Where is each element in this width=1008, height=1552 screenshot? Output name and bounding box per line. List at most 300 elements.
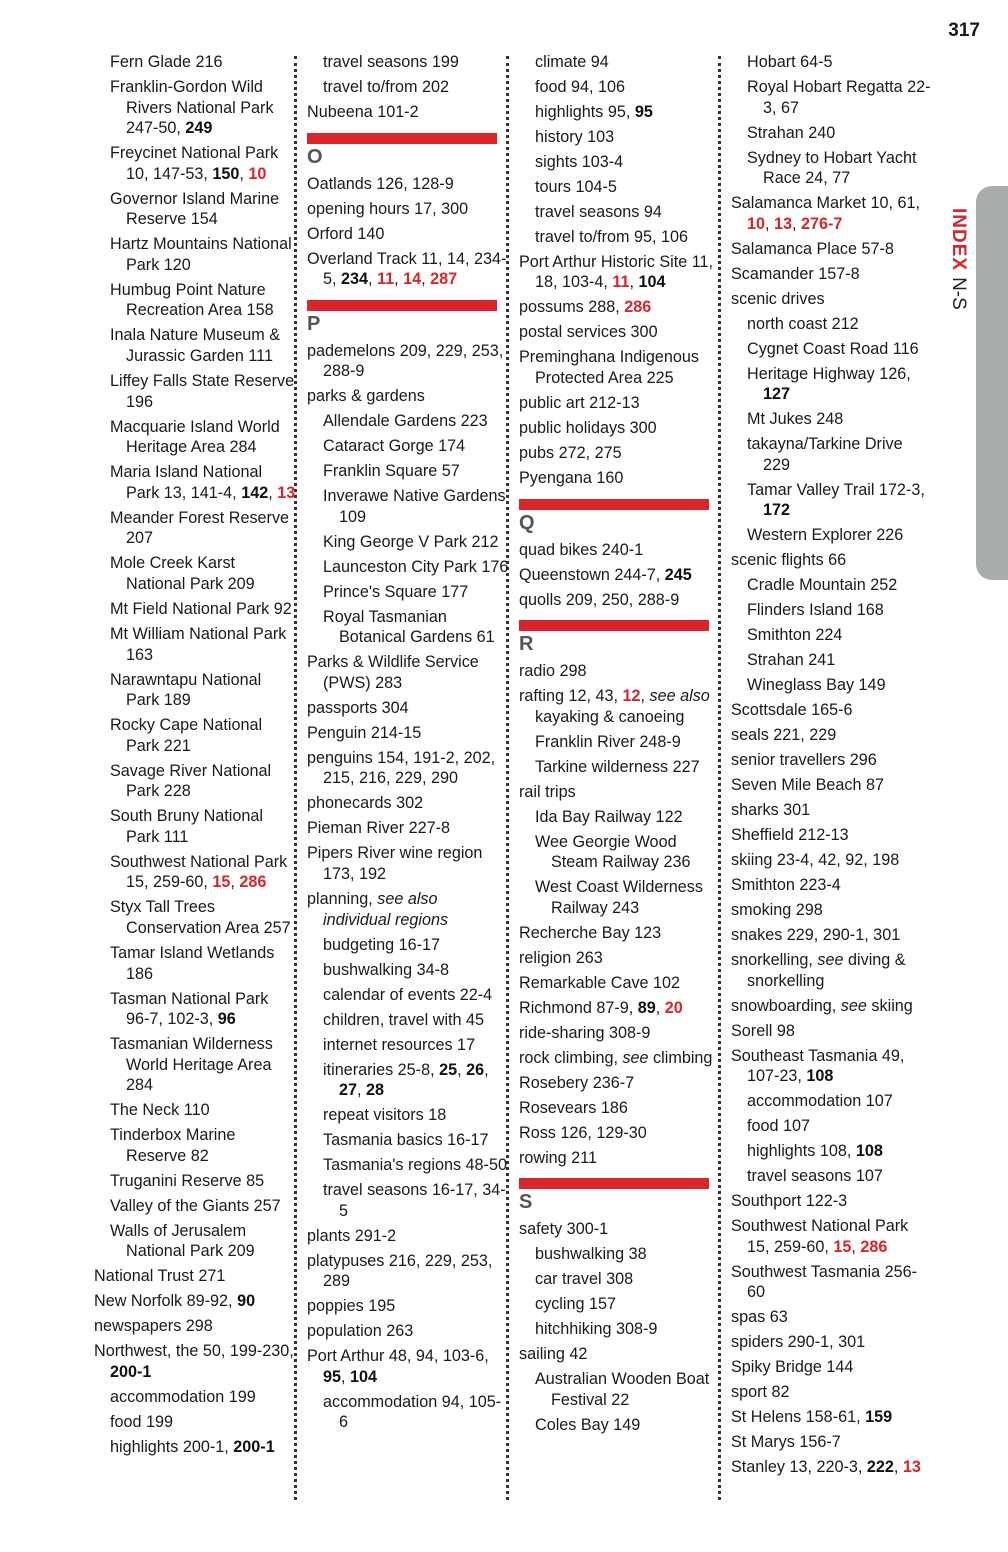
index-subentry [323,1060,509,1101]
page-reference: 249 [185,119,213,138]
page-reference: 234 [341,270,369,289]
index-entry [94,1291,296,1312]
entry-text: climate 94 [535,53,609,71]
page-reference: 13 [902,1458,921,1477]
letter-section-label: P [307,312,321,335]
entry-text: , [421,270,431,289]
entry-text: religion 263 [519,948,603,967]
entry-text: Rosevears 186 [519,1098,628,1117]
index-subentry [110,989,296,1030]
index-entry [519,1048,721,1069]
entry-text: Penguin 214-15 [307,723,422,742]
entry-text: sights 103-4 [535,152,624,171]
page-reference: 286 [860,1237,888,1256]
index-subentry [110,1221,296,1262]
index-entry [731,264,933,285]
index-entry [731,1021,933,1042]
index-subentry [110,417,296,458]
entry-text: itineraries 25-8, [323,1060,440,1079]
index-subentry [535,757,721,778]
entry-text: Valley of the Giants 257 [110,1196,281,1215]
index-subentry [323,52,509,73]
index-subentry [747,1116,933,1137]
index-entry [731,775,933,796]
entry-text: Governor Island Marine Reserve 154 [110,189,280,229]
index-subentry [110,234,296,275]
letter-section-bar [519,499,709,510]
index-entry [519,1023,721,1044]
index-side-tab [976,186,1008,580]
entry-text: travel seasons 199 [323,53,459,71]
index-subentry [747,364,933,405]
index-entry [731,725,933,746]
entry-text: see also individual regions [323,890,449,929]
entry-text: travel seasons 94 [535,202,662,221]
entry-text: children, travel with 45 [323,1010,485,1029]
index-entry [519,923,721,944]
entry-text: , [893,1458,903,1477]
page-reference: 95 [323,1367,342,1386]
index-subentry [747,148,933,189]
index-entry [731,1457,933,1478]
index-entry [94,1266,296,1287]
entry-text: calendar of events 22-4 [323,985,493,1004]
entry-text: Prince's Square 177 [323,582,469,601]
index-entry [307,102,509,123]
index-entry [731,1332,933,1353]
index-subentry [747,52,933,73]
entry-text: Heritage Highway 126, [747,364,911,383]
entry-text: Rosebery 236-7 [519,1073,635,1092]
entry-text: Orford 140 [307,224,385,243]
entry-text: Mt Field National Park 92 [110,599,292,618]
entry-text: parks & gardens [307,387,425,406]
entry-text: Humbug Point Nature Recreation Area 158 [110,280,274,320]
entry-text: penguins 154, 191-2, 202, 215, 216, 229, 290 [307,748,496,788]
index-subentry [110,77,296,139]
index-entry [519,661,721,682]
entry-text: repeat visitors 18 [323,1106,447,1125]
letter-section-header [519,499,721,534]
page-reference: 89 [637,998,656,1017]
index-subentry [110,852,296,893]
entry-text: possums 288, [519,298,625,317]
entry-text: Stanley 13, 220-3, [731,1458,867,1477]
entry-text: hitchhiking 308-9 [535,1320,658,1339]
page-reference: 108 [806,1067,834,1086]
entry-text: rail trips [519,782,576,801]
index-subentry [535,1244,721,1265]
entry-text: Pieman River 227-8 [307,819,451,838]
index-subentry [323,1130,509,1151]
entry-text: Queenstown 244-7, [519,565,665,584]
entry-text: , [765,214,775,233]
entry-text: Sorell 98 [731,1021,795,1040]
index-entry [519,443,721,464]
index-subentry [110,325,296,366]
letter-section-header [307,300,509,335]
index-subentry [110,553,296,594]
index-subentry [535,1415,721,1436]
entry-text: seals 221, 229 [731,726,837,745]
entry-text: ride-sharing 308-9 [519,1023,651,1042]
index-entry [731,700,933,721]
index-subentry [323,1010,509,1031]
entry-text: Cradle Mountain 252 [747,576,898,595]
index-subentry [323,582,509,603]
entry-text: Mt William National Park 163 [110,624,287,664]
entry-text: car travel 308 [535,1270,634,1289]
index-entry [307,1321,509,1342]
index-entry [307,249,509,290]
index-entry [94,1316,296,1337]
entry-text: postal services 300 [519,323,658,342]
letter-section-header [307,133,509,168]
index-entry [307,341,509,382]
page-reference: 27 [339,1081,358,1100]
letter-section-bar [519,1178,709,1189]
index-subentry [323,607,509,648]
index-subentry [110,670,296,711]
index-subentry [747,434,933,475]
entry-text: Scottsdale 165-6 [731,701,853,720]
index-entry [519,347,721,388]
index-subentry [110,1034,296,1096]
index-entry [519,1344,721,1365]
index-subentry [110,462,296,503]
index-subentry [110,806,296,847]
entry-text: skiing [866,996,913,1015]
index-subentry [535,1294,721,1315]
entry-text: Mole Creek Karst National Park 209 [110,554,255,593]
entry-text: spiders 290-1, 301 [731,1333,866,1352]
index-subentry [323,461,509,482]
entry-text: public holidays 300 [519,418,657,437]
index-subentry [110,508,296,549]
entry-text: , [341,1367,351,1386]
entry-text: Walls of Jerusalem National Park 209 [110,1221,255,1261]
index-subentry [110,624,296,665]
entry-text: Tasmania basics 16-17 [323,1131,489,1150]
entry-text: history 103 [535,127,615,146]
page-reference: 172 [763,501,791,520]
entry-text: bushwalking 38 [535,1245,647,1264]
index-entry [519,973,721,994]
entry-text: Western Explorer 226 [747,526,904,545]
entry-text: Salamanca Market 10, 61, [731,194,920,213]
entry-text: budgeting 16-17 [323,935,441,954]
letter-section-label: R [519,633,534,656]
index-entry [731,1407,933,1428]
index-subentry [747,1141,933,1162]
index-subentry [323,1155,509,1176]
entry-text: Wineglass Bay 149 [747,676,886,695]
entry-text: see [622,1048,649,1067]
index-entry [519,1219,721,1240]
page-reference: 245 [664,565,692,584]
index-subentry [323,985,509,1006]
index-entry [519,1123,721,1144]
page-reference: 286 [624,298,652,317]
index-subentry [535,177,721,198]
page-reference: 276-7 [801,214,843,233]
entry-text: Freycinet National Park 10, 147-53, [110,144,279,183]
index-subentry [535,832,721,873]
entry-text: plants 291-2 [307,1226,397,1245]
entry-text: Richmond 87-9, [519,998,638,1017]
entry-text: Fern Glade 216 [110,53,223,71]
letter-section-bar [519,620,709,631]
entry-text: Scamander 157-8 [731,264,860,283]
index-subentry [747,575,933,596]
index-entry [519,1148,721,1169]
index-entry [307,1226,509,1247]
index-subentry [110,1100,296,1121]
index-subentry [747,525,933,546]
entry-text: National Trust 271 [94,1267,226,1286]
entry-text: scenic flights 66 [731,551,847,570]
entry-text: sharks 301 [731,801,811,820]
page-reference: 127 [763,385,791,404]
page-reference: 104 [638,273,666,292]
entry-text: West Coast Wilderness Railway 243 [535,878,703,917]
page-reference: 28 [366,1081,385,1100]
entry-text: food 199 [110,1412,174,1431]
entry-text: Franklin-Gordon Wild Rivers National Park 247-50, [110,77,274,138]
entry-text: Northwest, the 50, 199-230, [94,1342,294,1361]
index-subentry [323,557,509,578]
index-subentry [747,625,933,646]
entry-text: Ida Bay Railway 122 [535,807,683,826]
index-entry [731,239,933,260]
entry-text: The Neck 110 [110,1101,210,1120]
page-reference: 10 [248,164,267,183]
index-subentry [110,189,296,230]
entry-text: Sydney to Hobart Yacht Race 24, 77 [747,148,917,188]
index-entry [307,889,509,930]
entry-text: radio 298 [519,662,587,681]
index-entry [519,782,721,803]
page-reference: 200-1 [110,1362,152,1381]
page-reference: 142 [241,483,269,502]
entry-text: sailing 42 [519,1345,588,1364]
entry-text: diving & snorkelling [747,951,906,990]
entry-text: Narawntapu National Park 189 [110,670,262,710]
index-entry [519,297,721,318]
entry-text: Strahan 241 [747,651,836,670]
page-reference: 25 [439,1060,458,1079]
entry-text: skiing 23-4, 42, 92, 198 [731,851,900,870]
entry-text: see also [649,687,710,706]
index-entry [519,590,721,611]
index-entry [519,1073,721,1094]
page-number: 317 [948,20,980,41]
index-entry [731,996,933,1017]
entry-text: quolls 209, 250, 288-9 [519,590,680,609]
page-reference: 108 [855,1142,883,1161]
entry-text: Recherche Bay 123 [519,923,662,942]
entry-text: Parks & Wildlife Service (PWS) 283 [307,653,479,692]
page-reference: 13 [774,214,793,233]
entry-text: Preminghana Indigenous Protected Area 225 [519,348,699,388]
index-entry [731,950,933,991]
letter-section-bar [307,300,497,311]
entry-text: see [817,951,844,970]
entry-text: spas 63 [731,1308,788,1327]
index-subentry [110,371,296,412]
entry-text: South Bruny National Park 111 [110,807,263,846]
entry-text: snorkelling, [731,951,818,970]
entry-text: highlights 108, [747,1142,856,1161]
entry-text: , [268,483,278,502]
index-entry [731,1357,933,1378]
index-column-1 [94,52,296,1462]
entry-text: Rocky Cape National Park 221 [110,716,263,755]
entry-text: Strahan 240 [747,123,836,142]
entry-text: Inala Nature Museum & Jurassic Garden 111 [110,326,281,366]
entry-text: Port Arthur 48, 94, 103-6, [307,1347,489,1366]
index-entry [519,998,721,1019]
entry-text: tours 104-5 [535,177,617,196]
entry-text: Salamanca Place 57-8 [731,239,894,258]
index-entry [731,193,933,234]
entry-text: highlights 200-1, [110,1437,234,1456]
index-subentry [110,943,296,984]
index-subentry [535,77,721,98]
entry-text: north coast 212 [747,314,859,333]
index-subentry [323,1392,509,1433]
entry-text: snakes 229, 290-1, 301 [731,926,901,945]
page-reference: 150 [212,164,240,183]
index-entry [307,652,509,693]
page-reference: 104 [350,1367,378,1386]
entry-text: New Norfolk 89-92, [94,1292,238,1311]
entry-text: Pyengana 160 [519,468,624,487]
index-entry [731,925,933,946]
entry-text: Tasman National Park 96-7, 102-3, [110,989,269,1029]
entry-text: , [640,687,650,706]
entry-text: accommodation 94, 105-6 [323,1392,502,1432]
entry-text: Southeast Tasmania 49, 107-23, [731,1046,905,1086]
index-entry [731,825,933,846]
page-reference: 159 [865,1408,893,1427]
entry-text: Wee Georgie Wood Steam Railway 236 [535,832,691,872]
index-entry [307,748,509,789]
index-column-4 [731,52,933,1482]
index-subentry [747,1091,933,1112]
index-subentry [110,897,296,938]
side-tab-label [941,200,971,330]
index-entry [731,875,933,896]
entry-text: , [655,998,665,1017]
entry-text: Mt Jukes 248 [747,410,844,429]
index-entry [307,1296,509,1317]
entry-text: Spiky Bridge 144 [731,1358,854,1377]
index-subentry [535,807,721,828]
index-entry [731,1432,933,1453]
index-subentry [110,761,296,802]
index-entry [731,550,933,571]
index-subentry [323,1105,509,1126]
entry-text: , [394,270,404,289]
index-entry [731,1046,933,1087]
index-subentry [110,1412,296,1433]
page-reference: 200-1 [233,1437,275,1456]
entry-text: Liffey Falls State Reserve 196 [110,372,295,411]
index-subentry [747,123,933,144]
index-entry [307,818,509,839]
entry-text: Port Arthur Historic Site 11, 18, 103-4, [519,252,714,292]
index-subentry [110,1387,296,1408]
entry-text: , [792,214,802,233]
index-entry [519,686,721,727]
page-reference: 13 [277,483,296,502]
entry-text: St Marys 156-7 [731,1433,841,1452]
entry-text: , [629,273,639,292]
index-entry [307,174,509,195]
index-subentry [535,102,721,123]
index-entry [307,199,509,220]
index-subentry [535,52,721,73]
entry-text: Hobart 64-5 [747,53,833,71]
entry-text: Pipers River wine region 173, 192 [307,844,483,884]
entry-text: Launceston City Park 176 [323,557,509,576]
index-entry [731,1262,933,1303]
entry-text: quad bikes 240-1 [519,540,644,559]
page-reference: 286 [239,873,267,892]
index-entry [731,1382,933,1403]
index-entry [519,252,721,293]
entry-text: travel seasons 16-17, 34-5 [323,1181,506,1220]
entry-text: Cygnet Coast Road 116 [747,339,919,358]
index-entry [519,393,721,414]
index-subentry [110,599,296,620]
entry-text: Seven Mile Beach 87 [731,776,884,795]
entry-text: Maria Island National Park 13, 141-4, [110,463,263,502]
entry-text: pademelons 209, 229, 253, 288-9 [307,341,504,381]
entry-text: food 107 [747,1117,811,1136]
entry-text: Oatlands 126, 128-9 [307,174,454,193]
index-subentry [747,409,933,430]
index-entry [307,843,509,884]
entry-text: Smithton 223-4 [731,876,841,895]
entry-text: Meander Forest Reserve 207 [110,508,290,548]
page-reference: 15 [833,1237,852,1256]
index-entry [307,224,509,245]
index-subentry [747,600,933,621]
entry-text: senior travellers 296 [731,751,877,770]
index-subentry [747,77,933,118]
page-reference: 11 [612,273,630,292]
entry-text: Smithton 224 [747,626,843,645]
letter-section-label: Q [519,511,535,534]
index-entry [307,793,509,814]
entry-text: Cataract Gorge 174 [323,437,466,456]
entry-text: Hartz Mountains National Park 120 [110,235,292,274]
index-subentry [747,480,933,521]
index-subentry [110,1196,296,1217]
entry-text: Franklin River 248-9 [535,732,681,751]
entry-text: Coles Bay 149 [535,1415,641,1434]
index-entry [94,1341,296,1382]
index-entry [731,1191,933,1212]
entry-text: Nubeena 101-2 [307,102,419,121]
index-subentry [535,877,721,918]
index-entry [519,322,721,343]
index-subentry [747,339,933,360]
index-entry [731,850,933,871]
index-entry [731,1307,933,1328]
